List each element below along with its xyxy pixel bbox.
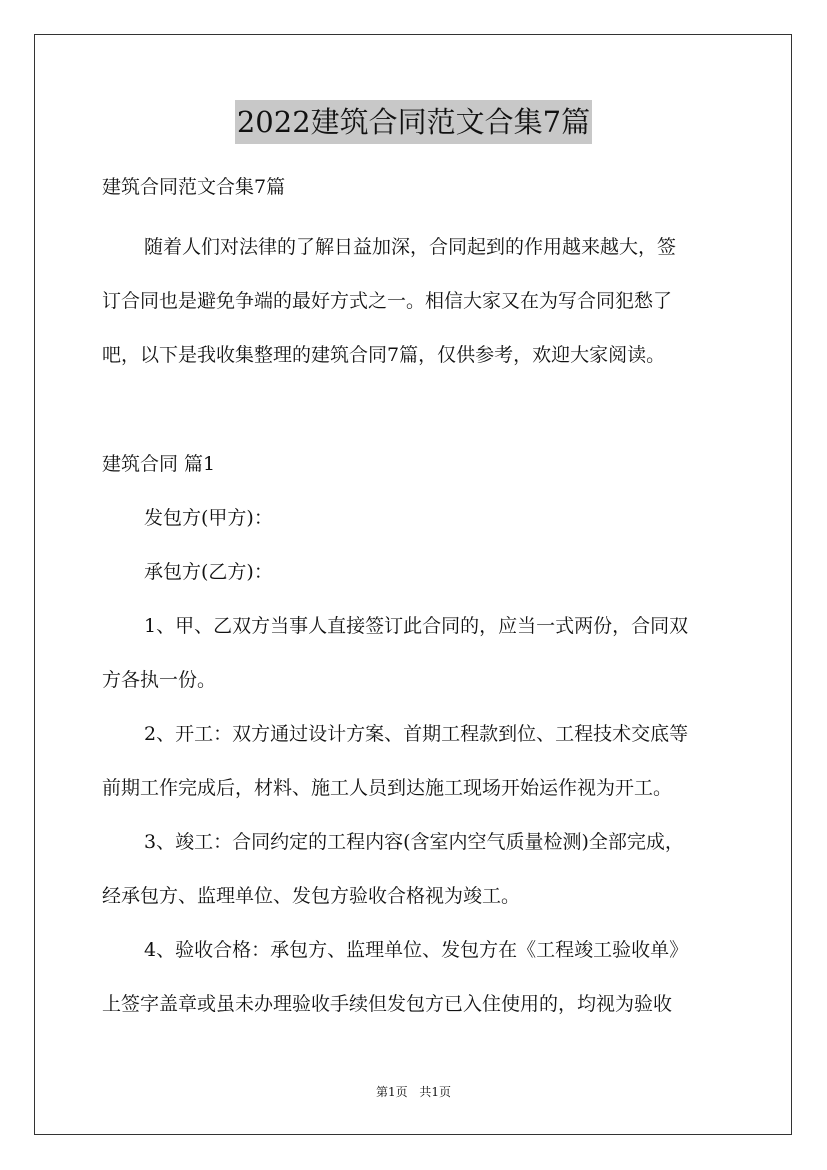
clause-line: 上签字盖章或虽未办理验收手续但发包方已入住使用的，均视为验收 — [102, 993, 673, 1015]
page-footer — [0, 1083, 827, 1101]
party-b-label: 承包方(乙方)： — [144, 561, 273, 583]
clause-line: 方各执一份。 — [102, 669, 217, 691]
page-total: 共1页 — [419, 1085, 452, 1099]
document-title: 2022建筑合同范文合集7篇 — [235, 100, 592, 144]
intro-line: 随着人们对法律的了解日益加深，合同起到的作用越来越大，签 — [144, 236, 677, 258]
clause-line: 经承包方、监理单位、发包方验收合格视为竣工。 — [102, 885, 521, 907]
clause-line: 4、验收合格：承包方、监理单位、发包方在《工程竣工验收单》 — [144, 939, 689, 961]
title-container — [0, 100, 827, 144]
subtitle: 建筑合同范文合集7篇 — [102, 176, 286, 198]
clause-line: 2、开工：双方通过设计方案、首期工程款到位、工程技术交底等 — [144, 723, 689, 745]
clause-line: 前期工作完成后，材料、施工人员到达施工现场开始运作视为开工。 — [102, 777, 673, 799]
intro-line: 订合同也是避免争端的最好方式之一。相信大家又在为写合同犯愁了 — [102, 290, 673, 312]
clause-line: 3、竣工：合同约定的工程内容(含室内空气质量检测)全部完成， — [144, 831, 684, 853]
clause-line: 1、甲、乙双方当事人直接签订此合同的，应当一式两份，合同双 — [144, 615, 689, 637]
page-number: 第1页 — [375, 1085, 408, 1099]
party-a-label: 发包方(甲方)： — [144, 507, 273, 529]
section-heading: 建筑合同 篇1 — [102, 453, 216, 475]
intro-line: 吧，以下是我收集整理的建筑合同7篇，仅供参考，欢迎大家阅读。 — [102, 344, 666, 366]
